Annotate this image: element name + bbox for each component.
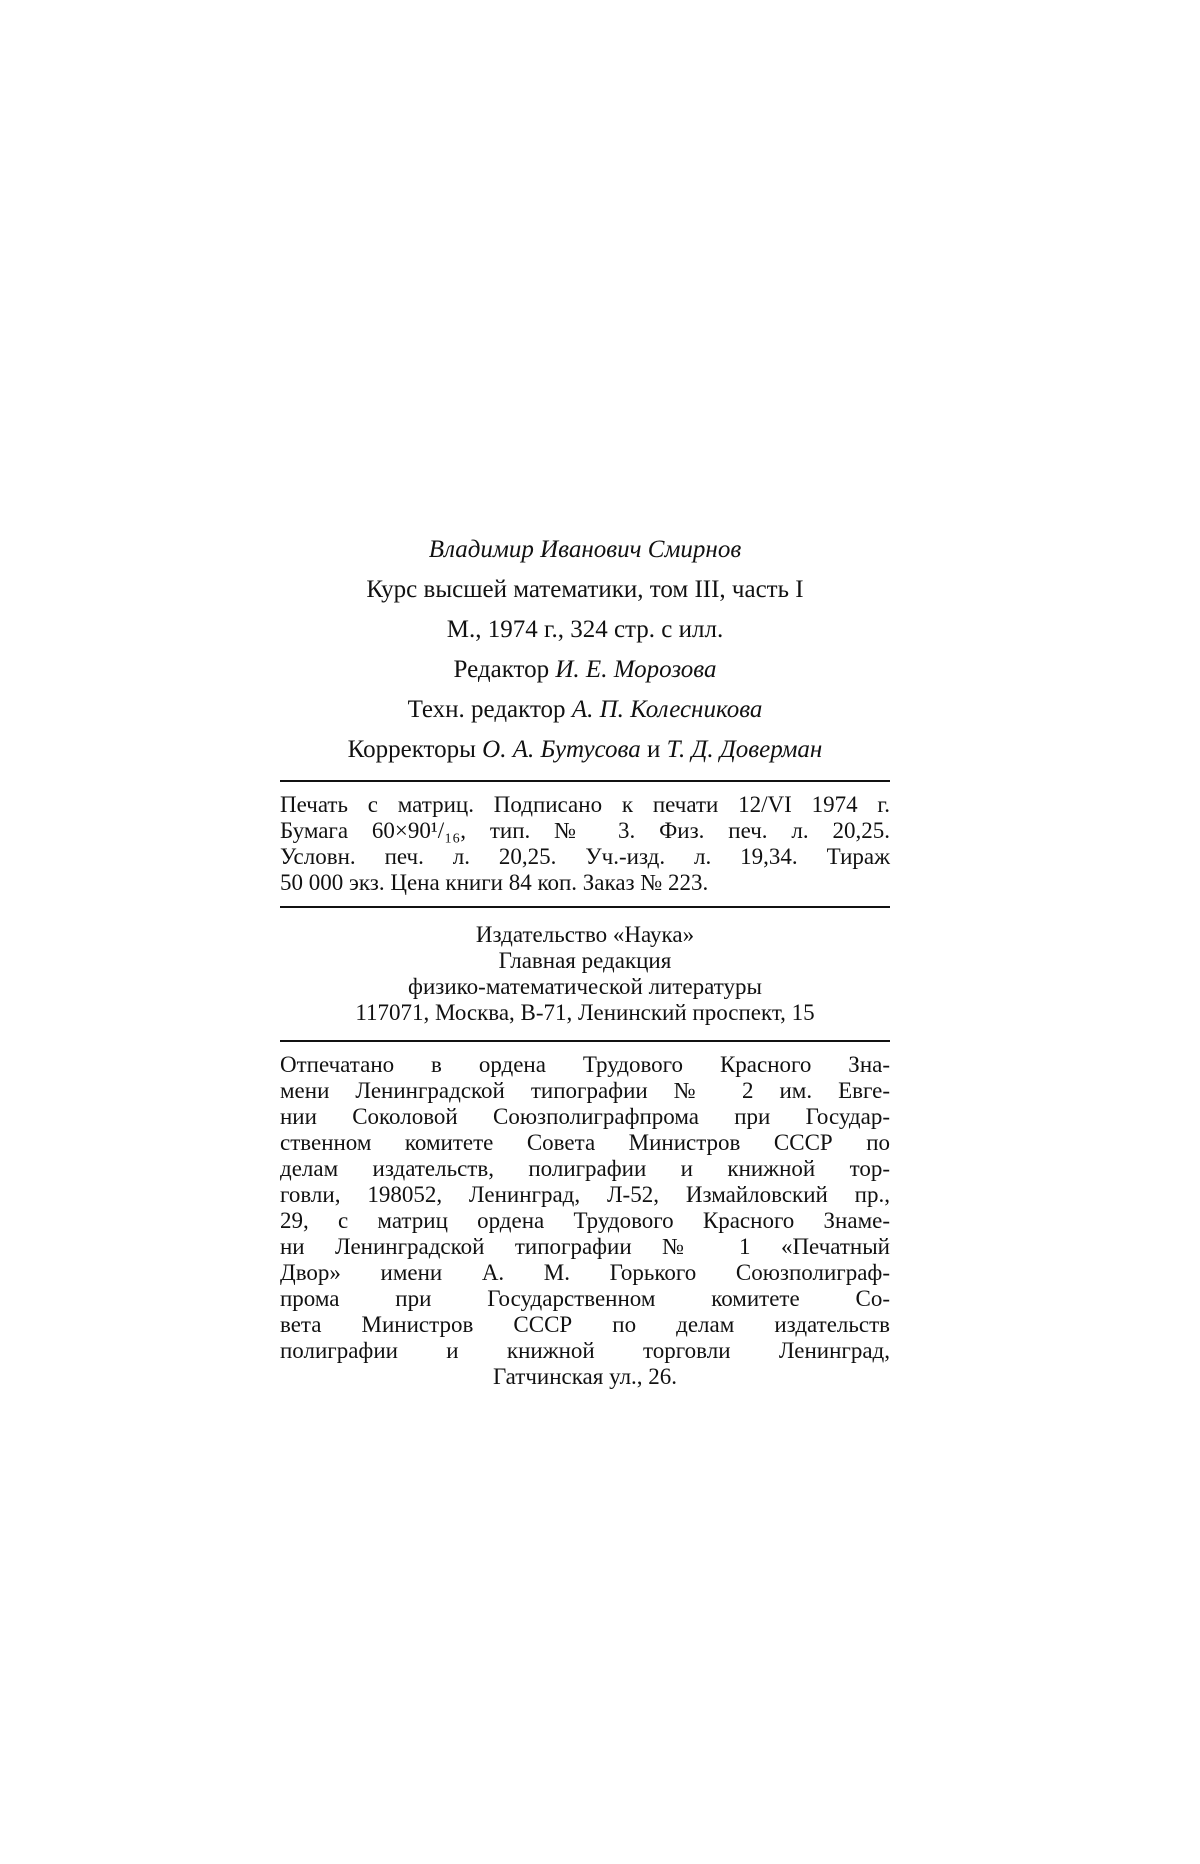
print-info-block — [280, 792, 890, 896]
publisher-block — [280, 922, 890, 1026]
printer-line: 29, с матриц ордена Трудового Красного Знаме- — [280, 1208, 890, 1233]
divider-2 — [280, 906, 890, 908]
edition-info: М., 1974 г., 324 стр. с илл. — [446, 616, 724, 643]
tech-editor-role: Техн. редактор — [407, 696, 566, 723]
print-info-line: Условн. печ. л. 20,25. Уч.-изд. л. 19,34. Тираж — [280, 844, 890, 869]
publisher-name: Издательство «Наука» — [475, 922, 695, 947]
printer-line: Отпечатано в ордена Трудового Красного Зна- — [280, 1052, 890, 1077]
proofreader-name-2: Т. Д. Доверман — [666, 736, 823, 763]
print-info-line: Печать с матриц. Подписано к печати 12/VI 1974 г. — [280, 792, 890, 817]
tech-editor-name: А. П. Колесникова — [571, 696, 763, 723]
tech-editor-line — [280, 690, 890, 730]
printer-line: нии Соколовой Союзполиграфпрома при Государ- — [280, 1104, 890, 1129]
imprint-block — [280, 530, 890, 1390]
credits-block — [280, 530, 890, 770]
publisher-address: 117071, Москва, В-71, Ленинский проспект, 15 — [355, 1000, 815, 1025]
editor-line — [280, 650, 890, 690]
print-info-line: 50 000 экз. Цена книги 84 коп. Заказ № 223. — [280, 870, 709, 895]
printer-line: полиграфии и книжной торговли Ленинград, — [280, 1338, 890, 1363]
printer-line: вета Министров СССР по делам издательств — [280, 1312, 890, 1337]
editor-role: Редактор — [453, 656, 550, 683]
proofreaders-line — [280, 730, 890, 770]
printer-line: Двор» имени А. М. Горького Союзполиграф- — [280, 1260, 890, 1285]
printer-line: делам издательств, полиграфии и книжной тор- — [280, 1156, 890, 1181]
editor-name: И. Е. Морозова — [555, 656, 717, 683]
printer-last-line: Гатчинская ул., 26. — [492, 1364, 678, 1389]
author-name: Владимир Иванович Смирнов — [428, 536, 742, 563]
printer-line: мени Ленинградской типографии № 2 им. Евге- — [280, 1078, 890, 1103]
proofreader-name-1: О. А. Бутусова — [482, 736, 641, 763]
publisher-department: Главная редакция — [498, 948, 672, 973]
proofreaders-role: Корректоры — [347, 736, 476, 763]
printer-line: говли, 198052, Ленинград, Л-52, Измайловский пр., — [280, 1182, 890, 1207]
publisher-department-subject: физико-математической литературы — [408, 974, 762, 999]
printer-block — [280, 1052, 890, 1390]
printer-line: ственном комитете Совета Министров СССР по — [280, 1130, 890, 1155]
divider-3 — [280, 1040, 890, 1042]
printer-line: ни Ленинградской типографии № 1 «Печатный — [280, 1234, 890, 1259]
printer-line: прома при Государственном комитете Со- — [280, 1286, 890, 1311]
divider-1 — [280, 780, 890, 782]
print-info-line: Бумага 60×90¹/₁₆, тип. № 3. Физ. печ. л. 20,25. — [280, 818, 890, 843]
book-title: Курс высшей математики, том III, часть I — [366, 576, 804, 603]
proofreaders-conjunction: и — [646, 736, 661, 763]
